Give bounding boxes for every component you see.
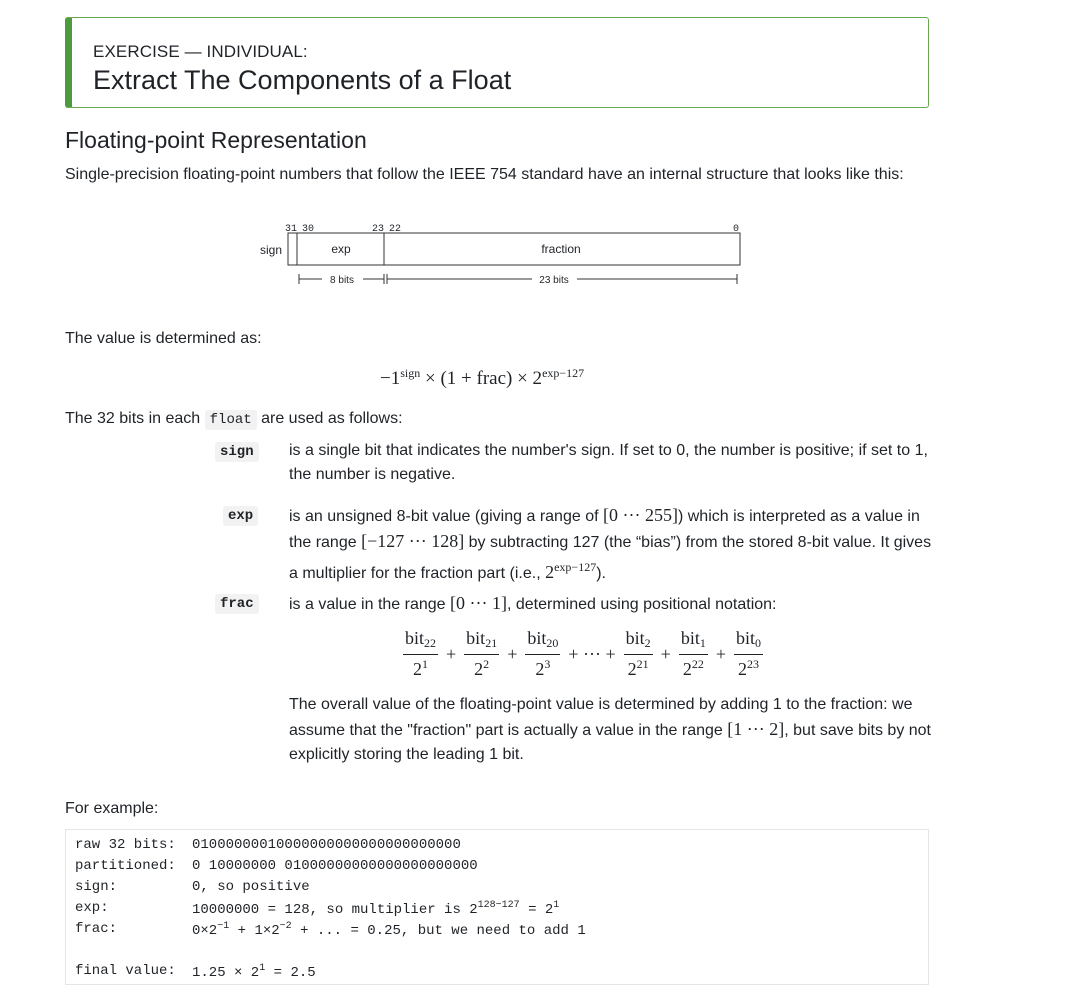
sign-value: 0, so positive: [192, 879, 310, 895]
bit-23-label: 23: [372, 224, 385, 235]
bit-0-label: 0: [733, 224, 740, 235]
frac-p1: −1: [217, 921, 230, 932]
ellipsis-sum: + ··· +: [568, 643, 616, 664]
overall-t2: , but save bits by not explicitly storing the leading 1 bit.: [289, 722, 931, 763]
exp-pow2: 1: [553, 900, 560, 911]
frac-label: frac:: [75, 921, 118, 937]
exp-value-b: = 2: [519, 902, 554, 918]
exp-size-label: 8 bits: [330, 275, 354, 286]
overall-paragraph: [289, 693, 934, 767]
formula-minus-one: −1: [380, 368, 401, 389]
example-code-block: [65, 829, 929, 985]
den-base: 2: [474, 659, 484, 679]
plus-sign: +: [446, 643, 457, 664]
den-base: 2: [682, 659, 692, 679]
frac-range: [0 ··· 1]: [450, 593, 507, 613]
fraction-term-2: [624, 628, 653, 680]
frac-value: [192, 921, 586, 939]
exp-def-t1: is an unsigned 8-bit value (giving a range of: [289, 508, 603, 525]
ieee754-diagram: [250, 218, 750, 288]
final-value: [192, 963, 316, 981]
bits-intro-before: The 32 bits in each: [65, 410, 205, 427]
bit-text: bit: [680, 628, 700, 648]
exercise-title: Extract The Components of a Float: [93, 65, 512, 95]
sign-definition: is a single bit that indicates the number's sign. If set to 0, the number is positive; if set to 1, the number is negative.: [289, 442, 928, 483]
raw-label: raw 32 bits:: [75, 837, 176, 853]
formula-sign-exponent: sign: [400, 366, 421, 380]
main-formula: [380, 366, 584, 390]
plus-sign: +: [715, 643, 726, 664]
partitioned-value: 0 10000000 01000000000000000000000: [192, 858, 478, 874]
term-sign: sign: [215, 442, 259, 462]
exp-multiplier-power: exp−127: [554, 560, 597, 574]
example-intro: For example:: [65, 800, 159, 817]
float-code: float: [205, 410, 257, 430]
fraction-term-1: [679, 628, 708, 680]
section-heading: Floating-point Representation: [65, 127, 367, 153]
bits-intro: [65, 407, 403, 432]
den-power: 3: [544, 657, 551, 671]
final-a: 1.25 × 2: [192, 965, 260, 981]
fraction-field-label: fraction: [541, 242, 581, 256]
fraction-term-0: [734, 628, 763, 680]
final-b: = 2.5: [265, 965, 316, 981]
frac-c: + ... = 0.25, but we need to add 1: [291, 923, 586, 939]
frac-definition: [289, 591, 934, 617]
intro-paragraph: Single-precision floating-point numbers that follow the IEEE 754 standard have an internal structure that looks like this:: [65, 166, 904, 183]
bit-subscript: 0: [755, 636, 762, 650]
value-intro: The value is determined as:: [65, 330, 262, 347]
bit-subscript: 1: [699, 636, 706, 650]
exp-def-t2: ) which is interpreted as a value in the range: [289, 508, 920, 551]
fraction-term-20: [525, 628, 560, 680]
exp-range-interpreted: [−127 ··· 128]: [361, 531, 465, 551]
bit-text: bit: [405, 628, 425, 648]
final-pow: 1: [259, 963, 266, 974]
den-base: 2: [413, 659, 422, 679]
bit-subscript: 22: [424, 636, 437, 650]
den-power: 21: [636, 657, 649, 671]
bit-subscript: 2: [644, 636, 651, 650]
bit-text: bit: [625, 628, 645, 648]
exp-definition: [289, 503, 934, 586]
positional-formula: [400, 628, 766, 680]
bit-subscript: 20: [546, 636, 559, 650]
exp-value: [192, 900, 559, 918]
plus-sign: +: [660, 643, 671, 664]
exp-pow1: 128−127: [477, 900, 520, 911]
bit-text: bit: [736, 628, 756, 648]
term-exp: exp: [223, 506, 258, 526]
den-base: 2: [535, 659, 545, 679]
exp-label: exp:: [75, 900, 109, 916]
bit-text: bit: [466, 628, 486, 648]
den-power: 2: [483, 657, 490, 671]
frac-def-t1: is a value in the range: [289, 596, 450, 613]
formula-middle: × (1 + frac) × 2: [420, 368, 543, 389]
den-base: 2: [738, 659, 747, 679]
bit-text: bit: [527, 628, 547, 648]
den-power: 22: [691, 657, 704, 671]
final-label: final value:: [75, 963, 176, 979]
frac-a: 0×2: [192, 923, 218, 939]
exp-multiplier-base: 2: [545, 562, 555, 582]
den-base: 2: [627, 659, 637, 679]
exp-value-a: 10000000 = 128, so multiplier is 2: [192, 902, 478, 918]
exercise-callout: [65, 17, 929, 108]
exercise-label: EXERCISE — INDIVIDUAL:: [93, 42, 308, 61]
bit-31-label: 31: [285, 224, 298, 235]
exp-def-t4: ).: [596, 565, 606, 582]
overall-t1: The overall value of the floating-point value is determined by adding 1 to the fraction: we assume that the "fraction" part is actually a value in the range: [289, 696, 913, 739]
fraction-term-21: [464, 628, 499, 680]
fraction-term-22: [403, 628, 438, 680]
sign-label: sign:: [75, 879, 118, 895]
den-power: 1: [422, 657, 428, 671]
sign-field-label: sign: [259, 243, 282, 257]
exp-field-label: exp: [331, 242, 351, 256]
bit-subscript: 21: [485, 636, 498, 650]
formula-power: exp−127: [542, 366, 585, 380]
den-power: 23: [747, 657, 759, 671]
exp-range-stored: [0 ··· 255]: [602, 505, 678, 525]
raw-value: 01000000010000000000000000000000: [192, 837, 461, 853]
bits-intro-after: are used as follows:: [256, 410, 403, 427]
frac-p2: −2: [279, 921, 292, 932]
term-frac: frac: [215, 594, 259, 614]
bit-30-label: 30: [302, 224, 315, 235]
fraction-size-label: 23 bits: [539, 275, 569, 286]
frac-b: + 1×2: [229, 923, 280, 939]
register-box: [288, 233, 740, 265]
plus-sign: +: [507, 643, 518, 664]
exp-def-t3: by subtracting 127 (the “bias”) from the stored 8-bit value. It gives a multiplier for the fraction part (i.e.,: [289, 534, 932, 582]
frac-def-t2: , determined using positional notation:: [506, 596, 777, 613]
partitioned-label: partitioned:: [75, 858, 176, 874]
bit-22-label: 22: [389, 224, 402, 235]
overall-range: [1 ··· 2]: [727, 719, 785, 739]
